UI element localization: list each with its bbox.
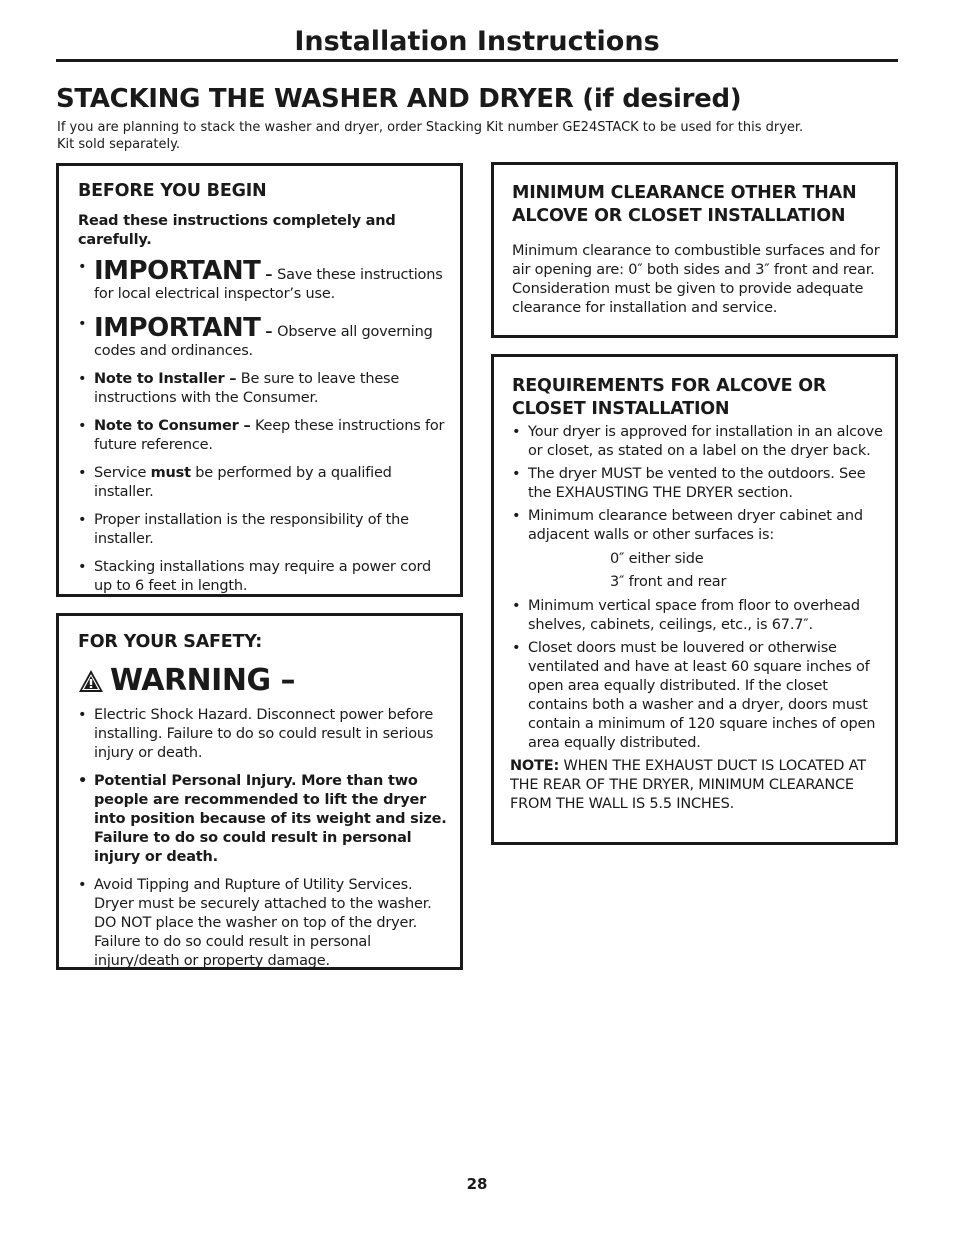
proper-install-item: • Proper installation is the responsibility of the installer. (78, 511, 452, 549)
alcove-closet-list-2 (512, 597, 887, 753)
safety-list (78, 706, 452, 971)
alcove-item-vertical-space: • Minimum vertical space from floor to overhead shelves, cabinets, ceilings, etc., is 67.7″. (512, 597, 887, 635)
alcove-closet-list (512, 423, 887, 545)
minimum-clearance-text: Minimum clearance to combustible surfaces and for air opening are: 0″ both sides and 3″ front and rear. Consideration must be given to provide adequate clearance for installation and service. (512, 243, 880, 316)
alcove-closet-title-line-1: REQUIREMENTS FOR ALCOVE OR (512, 376, 827, 396)
stacking-item: • Stacking installations may require a power cord up to 6 feet in length. (78, 558, 452, 596)
warning-heading (78, 663, 452, 699)
before-you-begin-title: BEFORE YOU BEGIN (78, 181, 267, 201)
alcove-closet-box (491, 354, 898, 845)
alcove-closet-title-line-2: CLOSET INSTALLATION (512, 399, 730, 419)
alcove-item-approved: • Your dryer is approved for installation in an alcove or closet, as stated on a label on the dryer back. (512, 423, 887, 461)
alcove-closet-title (512, 375, 887, 421)
note-installer-item (78, 370, 452, 408)
note-installer-label: Note to Installer – (94, 371, 237, 387)
alcove-note (510, 757, 880, 814)
safety-item: • Avoid Tipping and Rupture of Utility Services. Dryer must be securely attached to the washer. DO NOT place the washer on top of the dryer. Failure to do so could result in personal injury/death or property damage. (78, 876, 452, 971)
header-title: Installation Instructions (294, 26, 660, 57)
alcove-item-closet-doors: • Closet doors must be louvered or otherwise ventilated and have at least 60 square inches of open area equally distributed. If the closet contains both a washer and a dryer, doors must contain a minimum of 120 square inches of open area equally distributed. (512, 639, 887, 753)
page-number: 28 (466, 1175, 488, 1193)
safety-box (56, 613, 463, 970)
intro-paragraph (57, 119, 837, 153)
warning-triangle-icon (78, 669, 104, 693)
important-dash-2: – (260, 324, 278, 340)
important-text-1: Save these instructions for local electrical inspector’s use. (94, 267, 443, 302)
minimum-clearance-title (512, 182, 887, 228)
clearance-sides: 0″ either side (610, 551, 704, 567)
note-consumer-item (78, 417, 452, 455)
important-dash-1: – (260, 267, 278, 283)
important-text-2: Observe all governing codes and ordinances. (94, 324, 433, 359)
service-text-bold: must (150, 465, 191, 481)
before-you-begin-list (78, 258, 452, 596)
important-item-1 (78, 258, 452, 304)
important-label-1: IMPORTANT (94, 256, 261, 286)
note-installer-text: Be sure to leave these instructions with the Consumer. (94, 371, 400, 406)
before-you-begin-box (56, 163, 463, 597)
intro-line-2: Kit sold separately. (57, 137, 181, 152)
clearance-front-rear: 3″ front and rear (610, 574, 727, 590)
minimum-clearance-title-line-1: MINIMUM CLEARANCE OTHER THAN (512, 183, 857, 203)
safety-title: FOR YOUR SAFETY: (78, 632, 263, 652)
note-consumer-label: Note to Consumer – (94, 418, 251, 434)
minimum-clearance-box (491, 162, 898, 338)
note-consumer-text: Keep these instructions for future reference. (94, 418, 445, 453)
safety-item: • Potential Personal Injury. More than two people are recommended to lift the dryer into position because of its weight and size. Failure to do so could result in personal injury or death. (78, 772, 452, 867)
service-item (78, 464, 452, 502)
alcove-item-clearance: • Minimum clearance between dryer cabinet and adjacent walls or other surfaces is: (512, 507, 887, 545)
alcove-item-vented: • The dryer MUST be vented to the outdoors. See the EXHAUSTING THE DRYER section. (512, 465, 887, 503)
safety-item: • Electric Shock Hazard. Disconnect power before installing. Failure to do so could result in serious injury or death. (78, 706, 452, 763)
important-item-2 (78, 315, 452, 361)
important-label-2: IMPORTANT (94, 313, 261, 343)
page-title: STACKING THE WASHER AND DRYER (if desired) (56, 84, 742, 114)
header-divider (56, 59, 898, 62)
service-text-after: be performed by a qualified installer. (94, 465, 392, 500)
alcove-note-text: WHEN THE EXHAUST DUCT IS LOCATED AT THE REAR OF THE DRYER, MINIMUM CLEARANCE FROM THE WALL IS 5.5 INCHES. (510, 758, 866, 812)
warning-label: WARNING – (110, 663, 296, 698)
alcove-note-label: NOTE: (510, 758, 560, 774)
minimum-clearance-title-line-2: ALCOVE OR CLOSET INSTALLATION (512, 206, 846, 226)
service-text-before: Service (94, 465, 151, 481)
read-instructions-text: Read these instructions completely and carefully. (78, 213, 396, 248)
intro-line-1: If you are planning to stack the washer and dryer, order Stacking Kit number GE24STACK to be used for this dryer. (57, 120, 804, 135)
